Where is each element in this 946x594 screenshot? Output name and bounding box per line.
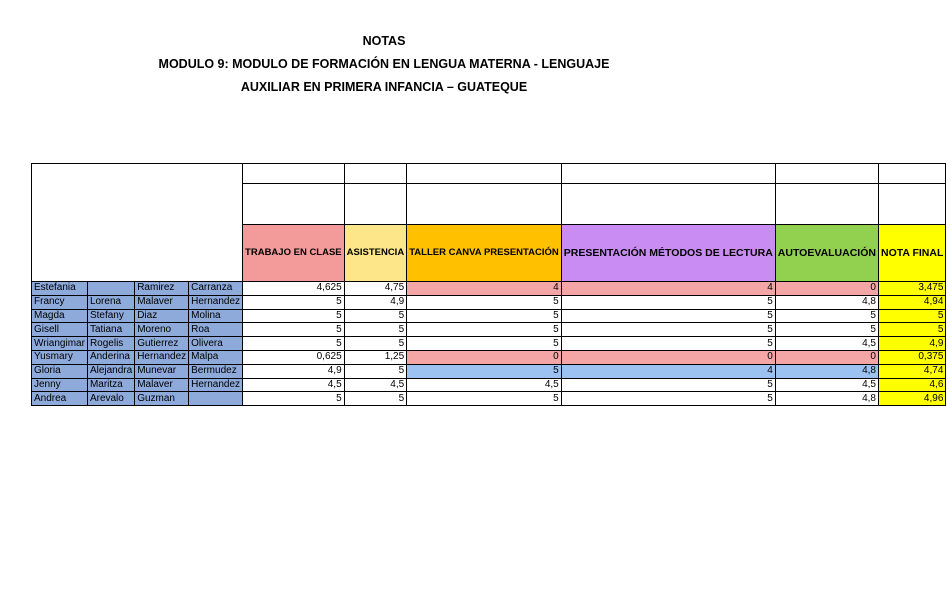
header-blank-cell — [407, 164, 562, 184]
second-name-cell: Lorena — [87, 295, 134, 309]
asistencia-cell: 5 — [344, 337, 407, 351]
presentacion-cell: 4 — [561, 282, 775, 296]
nota-final-cell: 3,475 — [878, 282, 945, 296]
taller-cell: 5 — [407, 309, 562, 323]
autoevaluacion-cell: 0 — [775, 350, 878, 364]
first-name-cell: Andrea — [32, 392, 88, 406]
trabajo-cell: 5 — [243, 323, 345, 337]
header-presentacion-metodos: PRESENTACIÓN MÉTODOS DE LECTURA — [561, 225, 775, 282]
asistencia-cell: 4,5 — [344, 378, 407, 392]
first-surname-cell: Ramirez — [135, 282, 189, 296]
nota-final-cell: 5 — [878, 309, 945, 323]
autoevaluacion-cell: 4,5 — [775, 337, 878, 351]
second-surname-cell: Molina — [189, 309, 243, 323]
taller-cell: 5 — [407, 337, 562, 351]
header-blank-cell — [775, 184, 878, 225]
header-corner-cell — [32, 164, 243, 282]
second-name-cell: Tatiana — [87, 323, 134, 337]
second-surname-cell — [189, 392, 243, 406]
second-name-cell: Maritza — [87, 378, 134, 392]
first-name-cell: Jenny — [32, 378, 88, 392]
second-surname-cell: Bermudez — [189, 364, 243, 378]
second-surname-cell: Carranza — [189, 282, 243, 296]
first-name-cell: Gloria — [32, 364, 88, 378]
grades-table — [31, 163, 946, 406]
trabajo-cell: 4,5 — [243, 378, 345, 392]
first-surname-cell: Malaver — [135, 378, 189, 392]
taller-cell: 0 — [407, 350, 562, 364]
nota-final-cell: 4,9 — [878, 337, 945, 351]
autoevaluacion-cell: 4,5 — [775, 378, 878, 392]
nota-final-cell: 4,96 — [878, 392, 945, 406]
second-name-cell: Stefany — [87, 309, 134, 323]
first-surname-cell: Moreno — [135, 323, 189, 337]
second-surname-cell: Malpa — [189, 350, 243, 364]
asistencia-cell: 4,9 — [344, 295, 407, 309]
second-surname-cell: Roa — [189, 323, 243, 337]
presentacion-cell: 5 — [561, 295, 775, 309]
nota-final-cell: 4,6 — [878, 378, 945, 392]
second-surname-cell: Hernandez — [189, 295, 243, 309]
first-name-cell: Gisell — [32, 323, 88, 337]
taller-cell: 5 — [407, 323, 562, 337]
first-surname-cell: Malaver — [135, 295, 189, 309]
first-name-cell: Yusmary — [32, 350, 88, 364]
first-surname-cell: Diaz — [135, 309, 189, 323]
header-taller-canva: TALLER CANVA PRESENTACIÓN — [407, 225, 562, 282]
presentacion-cell: 0 — [561, 350, 775, 364]
header-blank-cell — [878, 184, 945, 225]
presentacion-cell: 5 — [561, 309, 775, 323]
first-name-cell: Wriangimar — [32, 337, 88, 351]
presentacion-cell: 4 — [561, 364, 775, 378]
asistencia-cell: 5 — [344, 309, 407, 323]
taller-cell: 4,5 — [407, 378, 562, 392]
second-name-cell: Alejandra — [87, 364, 134, 378]
header-asistencia: ASISTENCIA — [344, 225, 407, 282]
asistencia-cell: 4,75 — [344, 282, 407, 296]
second-surname-cell: Hernandez — [189, 378, 243, 392]
autoevaluacion-cell: 4,8 — [775, 392, 878, 406]
first-name-cell: Francy — [32, 295, 88, 309]
header-nota-final: NOTA FINAL — [878, 225, 945, 282]
first-surname-cell: Munevar — [135, 364, 189, 378]
presentacion-cell: 5 — [561, 392, 775, 406]
header-blank-cell — [243, 164, 345, 184]
taller-cell: 5 — [407, 295, 562, 309]
trabajo-cell: 0,625 — [243, 350, 345, 364]
taller-cell: 5 — [407, 364, 562, 378]
autoevaluacion-cell: 4,8 — [775, 295, 878, 309]
table-row — [32, 295, 946, 309]
asistencia-cell: 1,25 — [344, 350, 407, 364]
autoevaluacion-cell: 0 — [775, 282, 878, 296]
table-row — [32, 364, 946, 378]
header-trabajo-en-clase: TRABAJO EN CLASE — [243, 225, 345, 282]
asistencia-cell: 5 — [344, 364, 407, 378]
first-name-cell: Estefania — [32, 282, 88, 296]
header-blank-cell — [344, 184, 407, 225]
header-blank-cell — [561, 184, 775, 225]
trabajo-cell: 5 — [243, 337, 345, 351]
autoevaluacion-cell: 4,8 — [775, 364, 878, 378]
second-surname-cell: Olivera — [189, 337, 243, 351]
document-title: NOTAS — [362, 34, 406, 48]
nota-final-cell: 4,74 — [878, 364, 945, 378]
header-blank-cell — [407, 184, 562, 225]
table-row — [32, 337, 946, 351]
asistencia-cell: 5 — [344, 323, 407, 337]
nota-final-cell: 5 — [878, 323, 945, 337]
second-name-cell: Rogelis — [87, 337, 134, 351]
trabajo-cell: 5 — [243, 295, 345, 309]
header-autoevaluacion: AUTOEVALUACIÓN — [775, 225, 878, 282]
presentacion-cell: 5 — [561, 323, 775, 337]
program-title: AUXILIAR EN PRIMERA INFANCIA – GUATEQUE — [240, 80, 528, 94]
second-name-cell — [87, 282, 134, 296]
table-row — [32, 309, 946, 323]
table-row — [32, 350, 946, 364]
header-blank-cell — [243, 184, 345, 225]
autoevaluacion-cell: 5 — [775, 309, 878, 323]
asistencia-cell: 5 — [344, 392, 407, 406]
autoevaluacion-cell: 5 — [775, 323, 878, 337]
taller-cell: 5 — [407, 392, 562, 406]
second-name-cell: Anderina — [87, 350, 134, 364]
second-name-cell: Arevalo — [87, 392, 134, 406]
table-row — [32, 282, 946, 296]
nota-final-cell: 0,375 — [878, 350, 945, 364]
header-blank-cell — [878, 164, 945, 184]
table-row — [32, 392, 946, 406]
header-blank-cell — [344, 164, 407, 184]
header-blank-cell — [775, 164, 878, 184]
trabajo-cell: 4,625 — [243, 282, 345, 296]
table-row — [32, 323, 946, 337]
header-blank-cell — [561, 164, 775, 184]
first-surname-cell: Hernandez — [135, 350, 189, 364]
module-title: MODULO 9: MODULO DE FORMACIÓN EN LENGUA MATERNA - LENGUAJE — [158, 57, 610, 71]
trabajo-cell: 5 — [243, 309, 345, 323]
taller-cell: 4 — [407, 282, 562, 296]
trabajo-cell: 4,9 — [243, 364, 345, 378]
first-surname-cell: Gutierrez — [135, 337, 189, 351]
presentacion-cell: 5 — [561, 337, 775, 351]
trabajo-cell: 5 — [243, 392, 345, 406]
presentacion-cell: 5 — [561, 378, 775, 392]
table-row — [32, 378, 946, 392]
nota-final-cell: 4,94 — [878, 295, 945, 309]
first-name-cell: Magda — [32, 309, 88, 323]
first-surname-cell: Guzman — [135, 392, 189, 406]
